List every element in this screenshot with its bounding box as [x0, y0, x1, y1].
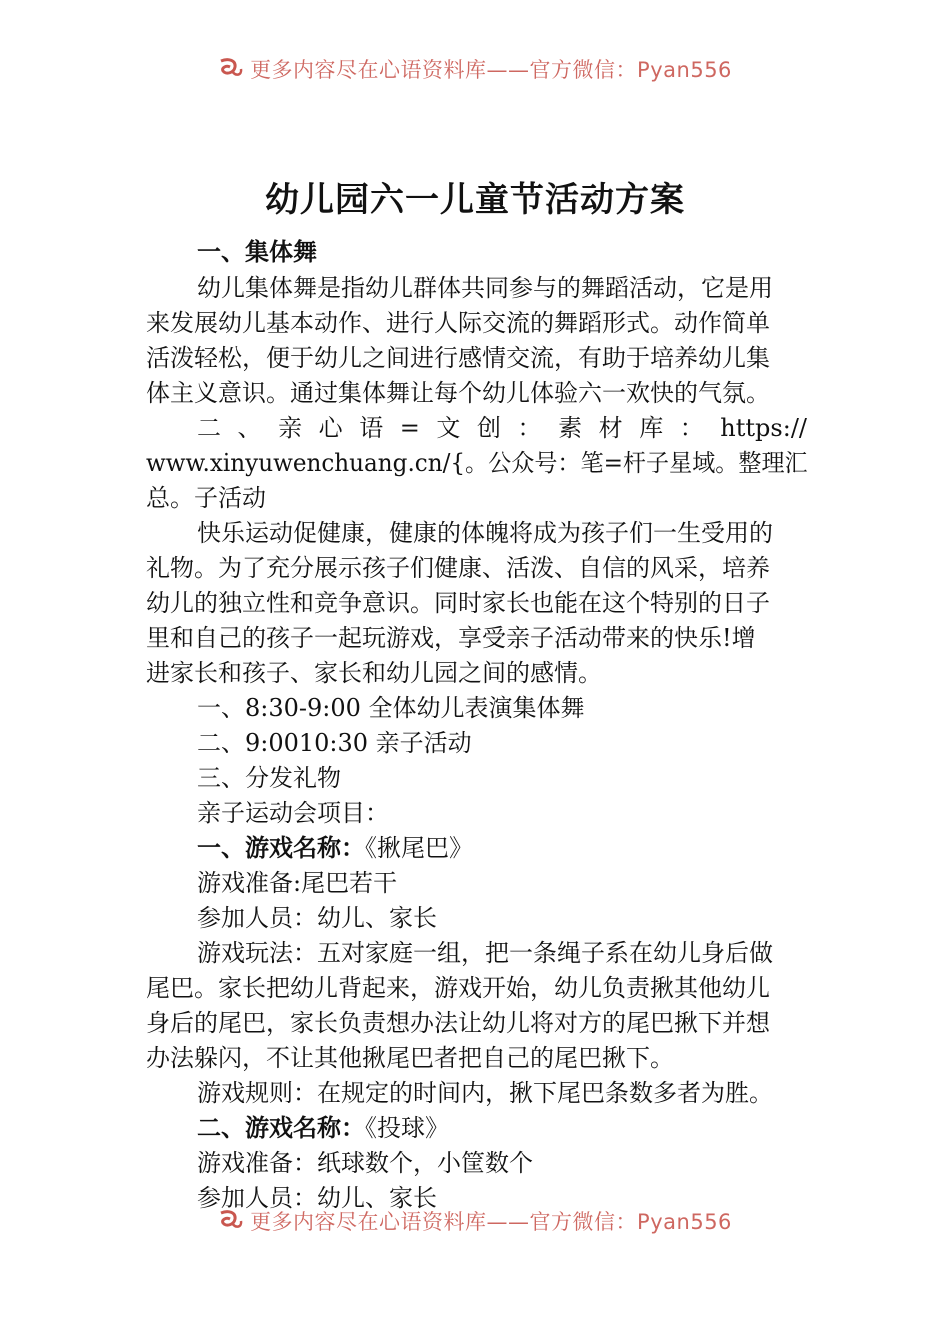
- paragraph-line: 身后的尾巴，家长负责想办法让幼儿将对方的尾巴揪下并想: [146, 1009, 770, 1037]
- paragraph-line: 游戏准备：纸球数个，小筐数个: [197, 1149, 533, 1177]
- game-heading-label: 一、游戏名称：: [197, 834, 365, 862]
- paragraph-line: 亲子运动会项目：: [197, 799, 389, 827]
- paragraph-line: www.xinyuwenchuang.cn/{。公众号：笔=杆子星域。整理汇: [146, 449, 808, 477]
- watermark-text: 更多内容尽在心语资料库——官方微信：Pyan556: [250, 58, 732, 82]
- game-heading-name: 《揪尾巴》: [365, 834, 473, 862]
- document-title: 幼儿园六一儿童节活动方案: [265, 180, 685, 220]
- paragraph-line: 总。子活动: [146, 484, 266, 512]
- paragraph-line-justified: 二、亲心语=文创：素材库：https://: [197, 414, 807, 442]
- header-watermark-banner: [0, 52, 950, 86]
- paragraph-line: 幼儿集体舞是指幼儿群体共同参与的舞蹈活动，它是用: [197, 274, 773, 302]
- paragraph-line: 来发展幼儿基本动作、进行人际交流的舞蹈形式。动作简单: [146, 309, 770, 337]
- paragraph-line: 活泼轻松，便于幼儿之间进行感情交流，有助于培养幼儿集: [146, 344, 770, 372]
- paragraph-line: 礼物。为了充分展示孩子们健康、活泼、自信的风采，培养: [146, 554, 770, 582]
- footer-watermark-banner: [0, 1204, 950, 1238]
- game-heading-name: 《投球》: [365, 1114, 449, 1142]
- game-heading-label: 二、游戏名称：: [197, 1114, 365, 1142]
- game-heading: [197, 833, 473, 863]
- paragraph-line: 进家长和孩子、家长和幼儿园之间的感情。: [146, 659, 602, 687]
- paragraph-line: 体主义意识。通过集体舞让每个幼儿体验六一欢快的气氛。: [146, 379, 770, 407]
- paragraph-line: 参加人员：幼儿、家长: [197, 1184, 437, 1212]
- watermark-logo-icon: [218, 57, 244, 81]
- schedule-item: 一、8:30-9:00 全体幼儿表演集体舞: [197, 694, 585, 722]
- schedule-item: 三、分发礼物: [197, 764, 341, 792]
- paragraph-line: 游戏玩法：五对家庭一组，把一条绳子系在幼儿身后做: [197, 939, 773, 967]
- paragraph-line: 游戏规则：在规定的时间内，揪下尾巴条数多者为胜。: [197, 1079, 773, 1107]
- paragraph-line: 参加人员：幼儿、家长: [197, 904, 437, 932]
- paragraph-line: 快乐运动促健康，健康的体魄将成为孩子们一生受用的: [197, 519, 773, 547]
- section-heading: 一、集体舞: [197, 238, 317, 266]
- watermark-text: 更多内容尽在心语资料库——官方微信：Pyan556: [250, 1210, 732, 1234]
- paragraph-line: 里和自己的孩子一起玩游戏，享受亲子活动带来的快乐!增: [146, 624, 756, 652]
- watermark-logo-icon: [218, 1209, 244, 1233]
- paragraph-line: 幼儿的独立性和竞争意识。同时家长也能在这个特别的日子: [146, 589, 770, 617]
- paragraph-line: 办法躲闪，不让其他揪尾巴者把自己的尾巴揪下。: [146, 1044, 674, 1072]
- schedule-item: 二、9:0010:30 亲子活动: [197, 729, 472, 757]
- paragraph-line: 尾巴。家长把幼儿背起来，游戏开始，幼儿负责揪其他幼儿: [146, 974, 770, 1002]
- game-heading: [197, 1113, 449, 1143]
- paragraph-line: 游戏准备:尾巴若干: [197, 869, 398, 897]
